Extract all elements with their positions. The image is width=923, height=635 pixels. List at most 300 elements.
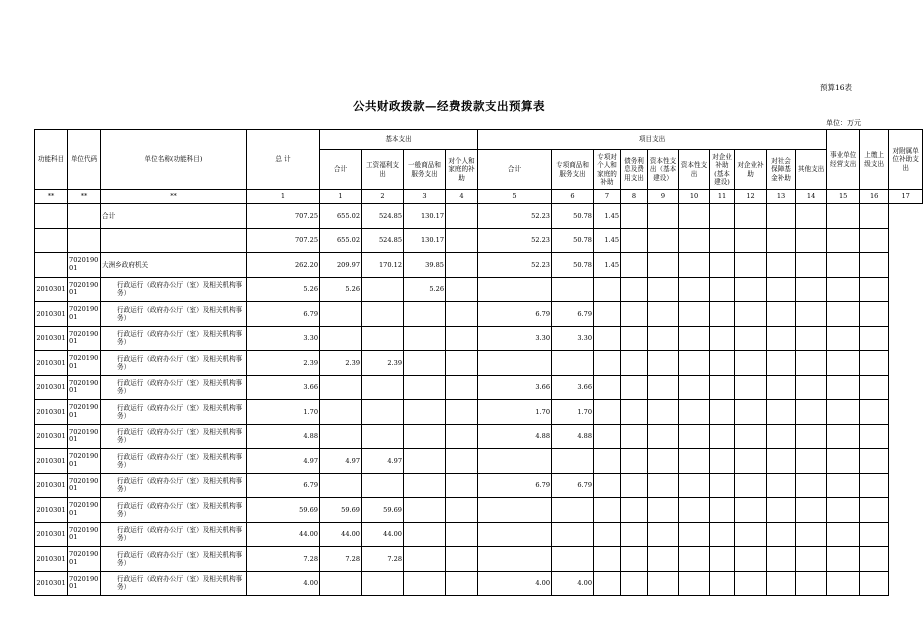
- header-project-goods: 专项商品和服务支出: [552, 150, 594, 190]
- amount-cell: [796, 326, 827, 351]
- amount-cell: [735, 522, 767, 547]
- amount-cell: [827, 498, 860, 523]
- amount-cell: 59.69: [320, 498, 362, 523]
- func-subject-cell: 2010301: [35, 351, 68, 376]
- table-row: [35, 522, 923, 547]
- column-index-cell: **: [101, 190, 247, 204]
- amount-cell: [767, 277, 796, 302]
- amount-cell: [446, 473, 478, 498]
- amount-cell: [621, 326, 648, 351]
- amount-cell: [796, 302, 827, 327]
- amount-cell: [552, 277, 594, 302]
- amount-cell: [735, 473, 767, 498]
- header-basic-goods: 一般商品和服务支出: [404, 150, 446, 190]
- amount-cell: [621, 571, 648, 596]
- func-subject-cell: 2010301: [35, 424, 68, 449]
- amount-cell: [404, 449, 446, 474]
- amount-cell: 1.70: [247, 400, 320, 425]
- amount-cell: [648, 302, 679, 327]
- amount-cell: [710, 400, 735, 425]
- unit-code-cell: [68, 228, 101, 253]
- column-index-cell: 9: [648, 190, 679, 204]
- amount-cell: [446, 326, 478, 351]
- amount-cell: [827, 277, 860, 302]
- header-basic-personal: 对个人和家庭的补助: [446, 150, 478, 190]
- amount-cell: [446, 522, 478, 547]
- amount-cell: [767, 375, 796, 400]
- amount-cell: [796, 351, 827, 376]
- amount-cell: 7.28: [247, 547, 320, 572]
- header-project-sum: 合计: [478, 150, 552, 190]
- unit-code-cell: 702019001: [68, 424, 101, 449]
- amount-cell: [827, 302, 860, 327]
- unit-code-cell: 702019001: [68, 473, 101, 498]
- unit-code-cell: 702019001: [68, 351, 101, 376]
- unit-name-cell: 行政运行（政府办公厅（室）及相关机构事务）: [101, 571, 247, 596]
- amount-cell: [710, 547, 735, 572]
- unit-code-cell: 702019001: [68, 571, 101, 596]
- amount-cell: [679, 522, 710, 547]
- amount-cell: 50.78: [552, 253, 594, 278]
- func-subject-cell: 2010301: [35, 302, 68, 327]
- header-basic-sum: 合计: [320, 150, 362, 190]
- amount-cell: 2.39: [320, 351, 362, 376]
- amount-cell: 4.97: [247, 449, 320, 474]
- amount-cell: [404, 326, 446, 351]
- amount-cell: [860, 522, 889, 547]
- func-subject-cell: 2010301: [35, 522, 68, 547]
- amount-cell: [621, 228, 648, 253]
- column-index-cell: 12: [735, 190, 767, 204]
- amount-cell: [767, 228, 796, 253]
- amount-cell: [827, 326, 860, 351]
- amount-cell: 5.26: [247, 277, 320, 302]
- form-number: 预算16表: [820, 83, 853, 92]
- amount-cell: 44.00: [320, 522, 362, 547]
- column-index-cell: 6: [552, 190, 594, 204]
- amount-cell: [860, 449, 889, 474]
- amount-cell: [552, 498, 594, 523]
- amount-cell: [446, 449, 478, 474]
- amount-cell: [679, 326, 710, 351]
- amount-cell: [648, 498, 679, 523]
- func-subject-cell: 2010301: [35, 277, 68, 302]
- amount-cell: [710, 473, 735, 498]
- amount-cell: 4.97: [362, 449, 404, 474]
- header-turn-up: 上缴上级支出: [860, 130, 889, 190]
- amount-cell: 4.88: [478, 424, 552, 449]
- column-index-cell: 17: [889, 190, 923, 204]
- func-subject-cell: 2010301: [35, 449, 68, 474]
- amount-cell: 7.28: [320, 547, 362, 572]
- amount-cell: [860, 326, 889, 351]
- amount-cell: [594, 326, 621, 351]
- amount-cell: [710, 424, 735, 449]
- amount-cell: [710, 277, 735, 302]
- amount-cell: [767, 571, 796, 596]
- amount-cell: [648, 375, 679, 400]
- unit-name-cell: 行政运行（政府办公厅（室）及相关机构事务）: [101, 351, 247, 376]
- amount-cell: [478, 522, 552, 547]
- amount-cell: [796, 228, 827, 253]
- amount-cell: [320, 571, 362, 596]
- amount-cell: [796, 424, 827, 449]
- table-row: [35, 326, 923, 351]
- amount-cell: 52.23: [478, 204, 552, 229]
- func-subject-cell: 2010301: [35, 571, 68, 596]
- amount-cell: [621, 204, 648, 229]
- amount-cell: [648, 449, 679, 474]
- amount-cell: [362, 473, 404, 498]
- amount-cell: [320, 424, 362, 449]
- amount-cell: 209.97: [320, 253, 362, 278]
- amount-cell: [648, 204, 679, 229]
- amount-cell: [648, 400, 679, 425]
- unit-name-cell: [101, 228, 247, 253]
- amount-cell: 524.85: [362, 204, 404, 229]
- amount-cell: [478, 498, 552, 523]
- table-row: [35, 449, 923, 474]
- amount-cell: 4.97: [320, 449, 362, 474]
- unit-code-cell: [68, 204, 101, 229]
- amount-cell: 3.66: [478, 375, 552, 400]
- amount-cell: [860, 375, 889, 400]
- amount-cell: [648, 547, 679, 572]
- amount-cell: [735, 253, 767, 278]
- unit-name-cell: 行政运行（政府办公厅（室）及相关机构事务）: [101, 522, 247, 547]
- column-index-cell: 3: [404, 190, 446, 204]
- amount-cell: [767, 522, 796, 547]
- amount-cell: [679, 302, 710, 327]
- unit-name-cell: 行政运行（政府办公厅（室）及相关机构事务）: [101, 400, 247, 425]
- amount-cell: [796, 547, 827, 572]
- amount-cell: [621, 302, 648, 327]
- amount-cell: [404, 424, 446, 449]
- header-project-debt: 债务利息及费用支出: [621, 150, 648, 190]
- amount-cell: [362, 400, 404, 425]
- amount-cell: [362, 424, 404, 449]
- amount-cell: [446, 204, 478, 229]
- func-subject-cell: 2010301: [35, 473, 68, 498]
- amount-cell: 1.45: [594, 228, 621, 253]
- amount-cell: 52.23: [478, 228, 552, 253]
- amount-cell: [478, 277, 552, 302]
- func-subject-cell: 2010301: [35, 326, 68, 351]
- amount-cell: 524.85: [362, 228, 404, 253]
- amount-cell: [362, 326, 404, 351]
- header-project-ent: 对企业补助: [735, 150, 767, 190]
- page-title: 公共财政拨款—经费拨款支出预算表: [353, 99, 545, 113]
- header-project-ent-basic: 对企业补助(基本建设): [710, 150, 735, 190]
- amount-cell: [679, 424, 710, 449]
- amount-cell: [648, 351, 679, 376]
- amount-cell: [621, 473, 648, 498]
- amount-cell: [446, 571, 478, 596]
- header-project-personal: 专项对个人和家庭的补助: [594, 150, 621, 190]
- amount-cell: [767, 326, 796, 351]
- table-header: [35, 130, 923, 190]
- amount-cell: [767, 253, 796, 278]
- amount-cell: [860, 547, 889, 572]
- amount-cell: [735, 547, 767, 572]
- amount-cell: [767, 351, 796, 376]
- amount-cell: [594, 522, 621, 547]
- header-project-social: 对社会保障基金补助: [767, 150, 796, 190]
- amount-cell: [735, 424, 767, 449]
- amount-cell: [735, 498, 767, 523]
- func-subject-cell: [35, 253, 68, 278]
- amount-cell: [679, 449, 710, 474]
- amount-cell: [796, 449, 827, 474]
- amount-cell: [827, 547, 860, 572]
- amount-cell: [679, 228, 710, 253]
- amount-cell: [621, 547, 648, 572]
- amount-cell: 1.70: [552, 400, 594, 425]
- amount-cell: [320, 473, 362, 498]
- amount-cell: 50.78: [552, 228, 594, 253]
- column-index-cell: 4: [446, 190, 478, 204]
- amount-cell: [552, 449, 594, 474]
- amount-cell: [552, 522, 594, 547]
- unit-name-cell: 行政运行（政府办公厅（室）及相关机构事务）: [101, 473, 247, 498]
- amount-cell: [362, 302, 404, 327]
- amount-cell: 4.88: [247, 424, 320, 449]
- amount-cell: [827, 351, 860, 376]
- amount-cell: [594, 277, 621, 302]
- amount-cell: 52.23: [478, 253, 552, 278]
- amount-cell: [594, 547, 621, 572]
- amount-cell: [860, 424, 889, 449]
- amount-cell: 5.26: [320, 277, 362, 302]
- amount-cell: [594, 473, 621, 498]
- header-basic: 基本支出: [320, 130, 478, 150]
- amount-cell: 6.79: [478, 473, 552, 498]
- amount-cell: [648, 277, 679, 302]
- header-subsidy-sub: 对附属单位补助支出: [889, 130, 923, 190]
- amount-cell: 262.20: [247, 253, 320, 278]
- amount-cell: [446, 351, 478, 376]
- amount-cell: [710, 253, 735, 278]
- unit-name-cell: 合计: [101, 204, 247, 229]
- unit-name-cell: 行政运行（政府办公厅（室）及相关机构事务）: [101, 277, 247, 302]
- amount-cell: [679, 375, 710, 400]
- column-index-cell: 10: [679, 190, 710, 204]
- table-row: [35, 204, 923, 229]
- amount-cell: [710, 449, 735, 474]
- amount-cell: [710, 204, 735, 229]
- amount-cell: [446, 424, 478, 449]
- amount-cell: [404, 351, 446, 376]
- amount-cell: [594, 571, 621, 596]
- amount-cell: 59.69: [247, 498, 320, 523]
- func-subject-cell: 2010301: [35, 547, 68, 572]
- column-index-cell: 1: [320, 190, 362, 204]
- column-index-cell: 16: [860, 190, 889, 204]
- unit-name-cell: 大洲乡政府机关: [101, 253, 247, 278]
- amount-cell: [796, 204, 827, 229]
- amount-cell: [648, 253, 679, 278]
- amount-cell: [767, 400, 796, 425]
- amount-cell: [621, 253, 648, 278]
- amount-cell: [621, 351, 648, 376]
- amount-cell: [478, 547, 552, 572]
- amount-cell: 655.02: [320, 228, 362, 253]
- amount-cell: 3.30: [478, 326, 552, 351]
- amount-cell: 3.30: [552, 326, 594, 351]
- unit-label: 单位：万元: [826, 119, 861, 127]
- table-row: [35, 400, 923, 425]
- unit-code-cell: 702019001: [68, 498, 101, 523]
- amount-cell: 4.00: [478, 571, 552, 596]
- table-row: [35, 351, 923, 376]
- unit-code-cell: 702019001: [68, 522, 101, 547]
- amount-cell: [594, 498, 621, 523]
- amount-cell: [446, 498, 478, 523]
- table-row: [35, 547, 923, 572]
- amount-cell: [679, 400, 710, 425]
- unit-code-cell: 702019001: [68, 449, 101, 474]
- amount-cell: [860, 277, 889, 302]
- amount-cell: [621, 400, 648, 425]
- amount-cell: 39.85: [404, 253, 446, 278]
- amount-cell: [621, 277, 648, 302]
- amount-cell: 4.00: [552, 571, 594, 596]
- unit-name-cell: 行政运行（政府办公厅（室）及相关机构事务）: [101, 449, 247, 474]
- amount-cell: [320, 375, 362, 400]
- column-index-row: [35, 190, 923, 204]
- header-unit-name: 单位名称(功能科目): [101, 130, 247, 190]
- amount-cell: 1.45: [594, 253, 621, 278]
- amount-cell: [767, 424, 796, 449]
- amount-cell: [710, 375, 735, 400]
- amount-cell: [827, 424, 860, 449]
- header-enterprise-op: 事业单位经营支出: [827, 130, 860, 190]
- column-index-cell: 11: [710, 190, 735, 204]
- amount-cell: [648, 228, 679, 253]
- unit-name-cell: 行政运行（政府办公厅（室）及相关机构事务）: [101, 375, 247, 400]
- amount-cell: [446, 253, 478, 278]
- column-index-cell: 15: [827, 190, 860, 204]
- amount-cell: [796, 498, 827, 523]
- amount-cell: [552, 547, 594, 572]
- amount-cell: [404, 498, 446, 523]
- header-project-other: 其他支出: [796, 150, 827, 190]
- unit-code-cell: 702019001: [68, 277, 101, 302]
- amount-cell: [860, 498, 889, 523]
- amount-cell: [594, 351, 621, 376]
- amount-cell: [679, 547, 710, 572]
- amount-cell: [796, 253, 827, 278]
- amount-cell: [827, 204, 860, 229]
- column-index-cell: **: [35, 190, 68, 204]
- amount-cell: [594, 449, 621, 474]
- amount-cell: [679, 498, 710, 523]
- amount-cell: [735, 326, 767, 351]
- amount-cell: 130.17: [404, 204, 446, 229]
- amount-cell: [594, 400, 621, 425]
- amount-cell: [735, 375, 767, 400]
- table-row: [35, 571, 923, 596]
- amount-cell: [648, 326, 679, 351]
- amount-cell: 44.00: [362, 522, 404, 547]
- amount-cell: [446, 375, 478, 400]
- amount-cell: [446, 277, 478, 302]
- func-subject-cell: 2010301: [35, 498, 68, 523]
- amount-cell: [860, 351, 889, 376]
- amount-cell: [594, 302, 621, 327]
- amount-cell: [767, 473, 796, 498]
- amount-cell: [796, 571, 827, 596]
- amount-cell: [446, 547, 478, 572]
- amount-cell: 44.00: [247, 522, 320, 547]
- amount-cell: 1.70: [478, 400, 552, 425]
- amount-cell: [404, 571, 446, 596]
- header-basic-wage: 工资福利支出: [362, 150, 404, 190]
- column-index-cell: 8: [621, 190, 648, 204]
- amount-cell: [735, 351, 767, 376]
- amount-cell: 3.66: [247, 375, 320, 400]
- amount-cell: [827, 253, 860, 278]
- amount-cell: [860, 253, 889, 278]
- unit-code-cell: 702019001: [68, 375, 101, 400]
- amount-cell: [767, 204, 796, 229]
- amount-cell: [679, 351, 710, 376]
- amount-cell: [735, 277, 767, 302]
- amount-cell: [320, 302, 362, 327]
- amount-cell: [362, 277, 404, 302]
- table-row: [35, 498, 923, 523]
- column-index-cell: 2: [362, 190, 404, 204]
- amount-cell: [404, 522, 446, 547]
- amount-cell: [827, 473, 860, 498]
- amount-cell: [735, 228, 767, 253]
- table-row: [35, 228, 923, 253]
- amount-cell: [796, 473, 827, 498]
- amount-cell: 3.30: [247, 326, 320, 351]
- amount-cell: 4.88: [552, 424, 594, 449]
- amount-cell: [621, 375, 648, 400]
- header-project: 项目支出: [478, 130, 827, 150]
- unit-code-cell: 702019001: [68, 302, 101, 327]
- column-index-cell: 5: [478, 190, 552, 204]
- amount-cell: [860, 228, 889, 253]
- amount-cell: 6.79: [247, 473, 320, 498]
- amount-cell: 6.79: [478, 302, 552, 327]
- amount-cell: [446, 228, 478, 253]
- header-project-capital-basic: 资本性支出（基本建设）: [648, 150, 679, 190]
- amount-cell: [621, 522, 648, 547]
- amount-cell: [860, 302, 889, 327]
- amount-cell: [404, 302, 446, 327]
- amount-cell: [478, 449, 552, 474]
- amount-cell: [735, 204, 767, 229]
- amount-cell: [320, 326, 362, 351]
- func-subject-cell: [35, 228, 68, 253]
- amount-cell: [827, 449, 860, 474]
- amount-cell: [404, 400, 446, 425]
- amount-cell: 59.69: [362, 498, 404, 523]
- amount-cell: [710, 302, 735, 327]
- amount-cell: [827, 375, 860, 400]
- header-project-capital: 资本性支出: [679, 150, 710, 190]
- func-subject-cell: [35, 204, 68, 229]
- amount-cell: 6.79: [247, 302, 320, 327]
- amount-cell: [860, 571, 889, 596]
- amount-cell: [796, 375, 827, 400]
- amount-cell: [594, 375, 621, 400]
- amount-cell: [735, 571, 767, 596]
- header-func-subject: 功能科目: [35, 130, 68, 190]
